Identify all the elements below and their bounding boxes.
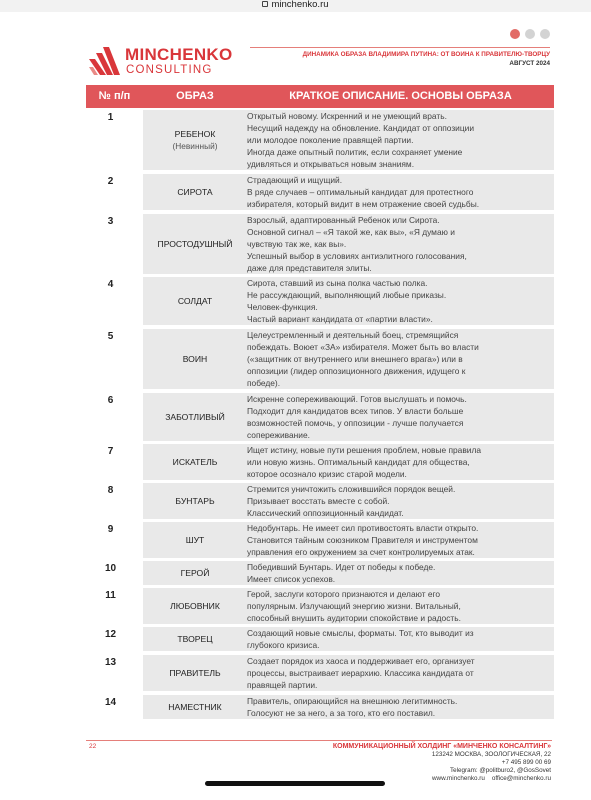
website-link[interactable]: www.minchenko.ru: [432, 775, 485, 782]
row-number: 7: [107, 446, 114, 457]
table-row: [86, 441, 554, 480]
archetype-label: ЛЮБОВНИК: [170, 601, 220, 611]
telegram-handles[interactable]: @politburo2, @GosSovet: [479, 767, 551, 774]
description-line: популярным. Излучающий энергию жизни. Витальный,: [247, 601, 461, 611]
description-line: Правитель, опирающийся на внешнюю легитимность.: [247, 696, 458, 706]
row-number: 12: [104, 629, 117, 640]
row-number: 11: [105, 590, 116, 601]
table-row: [86, 558, 554, 585]
description-line: или новую жизнь. Оптимальный кандидат для общества,: [247, 457, 470, 467]
table-row: [86, 691, 554, 719]
archetype-table: [86, 85, 554, 719]
description-line: Успешный выбор в условиях антиэлитного голосования,: [247, 251, 467, 261]
archetype-label: СОЛДАТ: [177, 296, 213, 306]
description-line: Искренне сопереживающий. Готов выслушать и помочь.: [247, 394, 467, 404]
description-line: Призывает восстать вместе с собой.: [247, 496, 390, 506]
table-row: [86, 170, 554, 210]
description-line: побеждать. Воюет «ЗА» избирателя. Может быть во власти: [247, 342, 479, 352]
archetype-description: [247, 561, 554, 585]
footer-divider: [86, 740, 552, 741]
description-line: Стремится уничтожить сложившийся порядок вещей.: [247, 484, 456, 494]
archetype-name: [143, 522, 247, 558]
archetype-label: ПРАВИТЕЛЬ: [169, 668, 221, 678]
archetype-label: РЕБЕНОК: [174, 129, 216, 139]
telegram-label: Telegram:: [450, 767, 478, 774]
footer-phone: +7 495 899 00 69: [501, 759, 551, 766]
archetype-description: [247, 214, 554, 274]
archetype-label: ТВОРЕЦ: [177, 634, 213, 644]
archetype-name: [143, 393, 247, 441]
table-row: [86, 624, 554, 651]
description-line: или молодое поколение правящей партии.: [247, 135, 414, 145]
archetype-label: НАМЕСТНИК: [168, 702, 222, 712]
description-line: Классический оппозиционный кандидат.: [247, 508, 404, 518]
archetype-description: [247, 695, 554, 719]
archetype-label: СИРОТА: [177, 187, 213, 197]
archetype-name: [143, 588, 247, 624]
archetype-description: [247, 393, 554, 441]
description-line: управления его окружением за счет контролируемых атак.: [247, 547, 475, 557]
archetype-name: [143, 214, 247, 274]
description-line: Становится тайным союзником Правителя и инструментом: [247, 535, 478, 545]
description-line: Герой, заслуги которого признаются и делают его: [247, 589, 441, 599]
description-line: Целеустремленный и деятельный боец, стремящийся: [247, 330, 459, 340]
url-bar[interactable]: [0, 0, 591, 12]
description-line: глубокого кризиса.: [247, 640, 320, 650]
archetype-description: [247, 655, 554, 691]
description-line: Создает порядок из хаоса и поддерживает его, организует: [247, 656, 475, 666]
header-divider: [250, 47, 550, 48]
footer-company: КОММУНИКАЦИОННЫЙ ХОЛДИНГ «МИНЧЕНКО КОНСАЛТИНГ»: [332, 743, 551, 750]
description-line: Ищет истину, новые пути решения проблем, новые правила: [247, 445, 482, 455]
description-line: Имеет список успехов.: [247, 574, 336, 584]
archetype-description: [247, 329, 554, 389]
column-header-image: ОБРАЗ: [176, 90, 214, 102]
archetype-description: [247, 588, 554, 624]
description-line: Основной сигнал – «Я такой же, как вы», «Я думаю и: [247, 227, 455, 237]
archetype-description: [247, 174, 554, 210]
url-text: minchenko.ru: [271, 0, 329, 10]
archetype-name: [143, 627, 247, 651]
archetype-sublabel: (Невинный): [172, 141, 218, 151]
logo-name: MINCHENKO: [125, 45, 233, 64]
description-line: даже для представителя элиты.: [247, 263, 372, 273]
email-link[interactable]: office@minchenko.ru: [491, 775, 551, 782]
archetype-name: [143, 695, 247, 719]
row-number: 1: [107, 112, 114, 123]
description-line: процессы, выстраивает иерархию. Классика кандидата от: [247, 668, 474, 678]
table-row: [86, 274, 554, 325]
description-line: Сирота, ставший из сына полка частью полка.: [247, 278, 428, 288]
archetype-name: [143, 174, 247, 210]
row-number: 3: [107, 216, 114, 227]
row-number: 9: [107, 524, 114, 535]
description-line: сопереживание.: [247, 430, 310, 440]
table-row: [86, 325, 554, 389]
dot-icon: [525, 29, 535, 39]
row-number: 5: [107, 331, 114, 342]
row-number: 6: [107, 395, 114, 406]
document-page: [0, 12, 591, 800]
description-line: Взрослый, адаптированный Ребенок или Сирота.: [247, 215, 440, 225]
logo-subtitle: CONSULTING: [126, 64, 213, 76]
decorative-dots: [510, 26, 555, 44]
archetype-description: [247, 110, 554, 170]
description-line: чувствую так же, как вы».: [247, 239, 347, 249]
description-line: Страдающий и ищущий.: [247, 175, 343, 185]
table-row: [86, 389, 554, 441]
table-row: [86, 585, 554, 624]
description-line: Создающий новые смыслы, форматы. Тот, кто выводит из: [247, 628, 474, 638]
description-line: Человек-функция.: [247, 302, 318, 312]
dot-icon: [510, 29, 520, 39]
archetype-label: ИСКАТЕЛЬ: [172, 457, 218, 467]
report-date: АВГУСТ 2024: [509, 60, 550, 67]
archetype-description: [247, 522, 554, 558]
column-header-number: № п/п: [98, 90, 131, 102]
column-header-description: КРАТКОЕ ОПИСАНИЕ. ОСНОВЫ ОБРАЗА: [289, 90, 512, 102]
archetype-description: [247, 483, 554, 519]
archetype-label: БУНТАРЬ: [175, 496, 215, 506]
description-line: Подходит для кандидатов всех типов. У власти больше: [247, 406, 464, 416]
archetype-label: ШУТ: [185, 535, 205, 545]
row-number: 8: [107, 485, 114, 496]
description-line: («защитник от внутреннего или внешнего врага») или в: [247, 354, 463, 364]
report-title: ДИНАМИКА ОБРАЗА ВЛАДИМИРА ПУТИНА: ОТ ВОИНА К ПРАВИТЕЛЮ-ТВОРЦУ: [302, 51, 550, 58]
footer-address: 123242 МОСКВА, ЗООЛОГИЧЕСКАЯ, 22: [431, 751, 551, 758]
table-row: [86, 108, 554, 170]
table-body: [86, 108, 554, 719]
archetype-name: [143, 277, 247, 325]
description-line: правящей партии.: [247, 680, 318, 690]
page-number: 22: [89, 743, 97, 750]
description-line: победе).: [247, 378, 281, 388]
archetype-label: ГЕРОЙ: [180, 568, 210, 578]
archetype-label: ВОИН: [182, 354, 208, 364]
description-line: Недобунтарь. Не имеет сил противостоять власти открыто.: [247, 523, 479, 533]
table-row: [86, 480, 554, 519]
row-number: 14: [104, 697, 117, 708]
description-line: Несущий надежду на обновление. Кандидат от оппозиции: [247, 123, 475, 133]
archetype-label: ПРОСТОДУШНЫЙ: [157, 239, 233, 249]
table-row: [86, 651, 554, 691]
archetype-description: [247, 627, 554, 651]
description-line: Открытый новому. Искренний и не умеющий врать.: [247, 111, 447, 121]
logo-mark-icon: [89, 45, 121, 77]
description-line: Иногда даже опытный политик, если сохраняет умение: [247, 147, 463, 157]
dot-icon: [540, 29, 550, 39]
table-row: [86, 519, 554, 558]
table-row: [86, 210, 554, 274]
archetype-name: [143, 444, 247, 480]
description-line: способный внушить аудитории спокойствие и радость.: [247, 613, 461, 623]
description-line: Победивший Бунтарь. Идет от победы к победе.: [247, 562, 436, 572]
description-line: которое осознало кризис старой модели.: [247, 469, 407, 479]
home-indicator[interactable]: [205, 781, 385, 786]
archetype-name: [143, 483, 247, 519]
description-line: удивляться и открываться новым знаниям.: [247, 159, 415, 169]
footer-telegram: [333, 767, 551, 775]
archetype-description: [247, 277, 554, 325]
row-number: 10: [104, 563, 117, 574]
description-line: Частый вариант кандидата от «партии власти».: [247, 314, 433, 324]
archetype-name: [143, 110, 247, 170]
archetype-description: [247, 444, 554, 480]
lock-icon: [262, 1, 268, 7]
row-number: 2: [107, 176, 114, 187]
description-line: возможностей помочь, у оппозиции - лучше получается: [247, 418, 464, 428]
archetype-name: [143, 655, 247, 691]
row-number: 4: [107, 279, 114, 290]
table-header: [86, 85, 554, 108]
archetype-label: ЗАБОТЛИВЫЙ: [165, 412, 225, 422]
description-line: избирателя, который видит в нем отражение своей судьбы.: [247, 199, 480, 209]
description-line: оппозиции (лидер оппозиционного движения, идущего к: [247, 366, 466, 376]
logo: [89, 45, 239, 81]
footer-contacts: [333, 743, 551, 783]
row-number: 13: [104, 657, 117, 668]
description-line: Не рассуждающий, выполняющий любые приказы.: [247, 290, 447, 300]
description-line: В ряде случаев – оптимальный кандидат для протестного: [247, 187, 474, 197]
description-line: Голосуют не за него, а за того, кто его поставил.: [247, 708, 436, 718]
archetype-name: [143, 561, 247, 585]
archetype-name: [143, 329, 247, 389]
